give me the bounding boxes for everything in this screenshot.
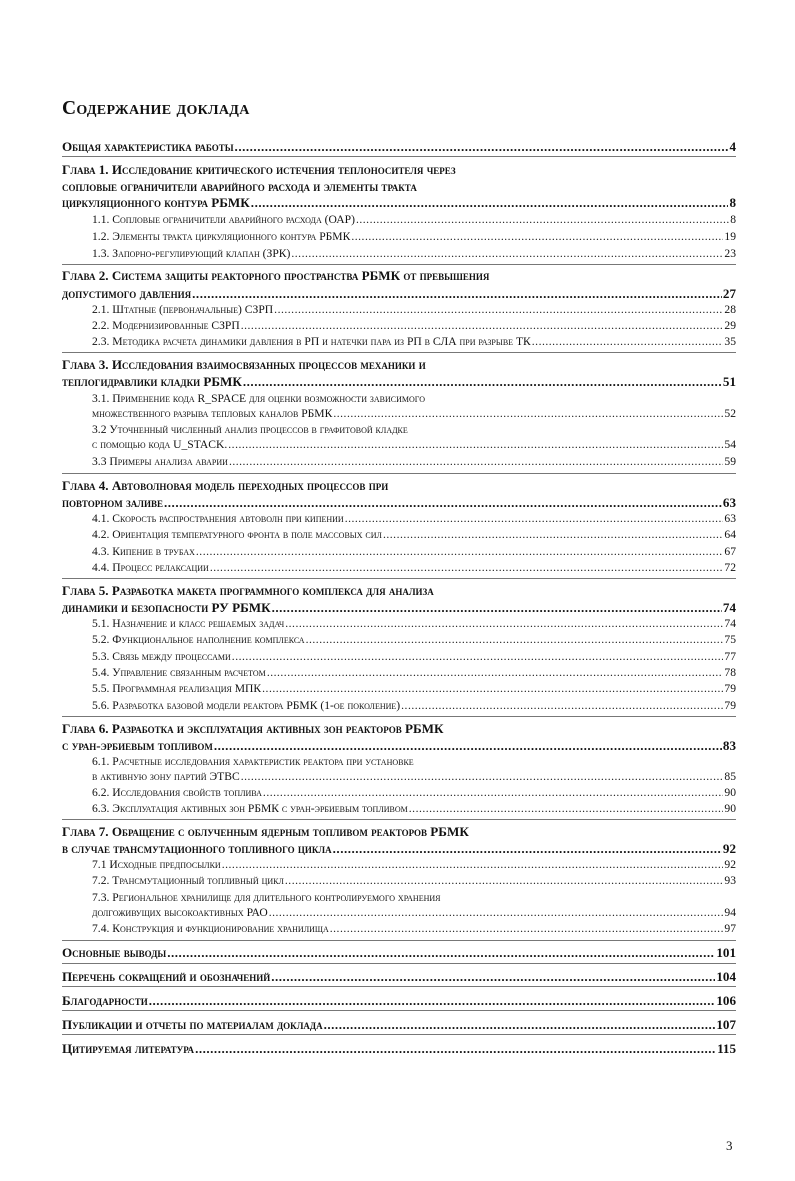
toc-entry-7-4[interactable]: 7.4. Конструкция и функционирование хранилища ..... 97: [92, 922, 736, 935]
toc-entry-chapter-4[interactable]: повторном заливе ..... 63: [62, 495, 736, 511]
toc-entry-2-1[interactable]: 2.1. Штатные (первоначальные) СЗРП ..... 28: [92, 303, 736, 316]
toc-entry-chapter-5[interactable]: динамики и безопасности РУ РБМК ..... 74: [62, 600, 736, 616]
divider: [62, 156, 736, 157]
toc-entry-2-3[interactable]: 2.3. Методика расчета динамики давления в РП и натечки пара из РП в СЛА при разрыве ТК ..... 35: [92, 335, 736, 348]
divider: [62, 473, 736, 474]
toc-entry-1-2[interactable]: 1.2. Элементы тракта циркуляционного контура РБМК ..... 19: [92, 230, 736, 243]
divider: [62, 352, 736, 353]
toc-chapter-7-line-1: Глава 7. Обращение с облученным ядерным топливом реакторов РБМК: [62, 824, 469, 839]
toc-entry-chapter-3[interactable]: теплогидравлики кладки РБМК ..... 51: [62, 374, 736, 390]
divider: [62, 264, 736, 265]
toc-entry-3-3[interactable]: 3.3 Примеры анализа аварии ..... 59: [92, 455, 736, 468]
toc-entry-5-3[interactable]: 5.3. Связь между процессами ..... 77: [92, 650, 736, 663]
toc-entry-6-3[interactable]: 6.3. Эксплуатация активных зон РБМК с уран-эрбиевым топливом ..... 90: [92, 802, 736, 815]
toc-chapter-4-line-1: Глава 4. Автоволновая модель переходных процессов при: [62, 478, 389, 493]
toc-entry-3-2-line-1: 3.2 Уточненный численный анализ процессов в графитовой кладке: [92, 423, 408, 436]
toc-entry-2-2[interactable]: 2.2. Модернизированные СЗРП ..... 29: [92, 319, 736, 332]
toc-chapter-1-line-1: Глава 1. Исследование критического истечения теплоносителя через: [62, 162, 456, 177]
page-number: 3: [726, 1138, 733, 1153]
toc-entry-5-2[interactable]: 5.2. Функциональное наполнение комплекса ..... 75: [92, 633, 736, 646]
toc-entry-5-1[interactable]: 5.1. Назначение и класс решаемых задач ..... 74: [92, 617, 736, 630]
toc-entry-3-1[interactable]: множественного разрыва тепловых каналов РБМК ..... 52: [92, 407, 736, 420]
toc-entry-acknowledgements[interactable]: Благодарности ..... 106: [62, 993, 736, 1009]
divider: [62, 963, 736, 964]
toc-entry-5-6[interactable]: 5.6. Разработка базовой модели реактора РБМК (1-ое поколение) ..... 79: [92, 699, 736, 712]
toc-entry-7-3-line-1: 7.3. Региональное хранилище для длительного контролируемого хранения: [92, 891, 441, 904]
toc-entry-6-1-line-1: 6.1. Расчетные исследования характеристик реактора при установке: [92, 755, 414, 768]
toc-chapter-1-line-2: сопловые ограничители аварийного расхода и элементы тракта: [62, 179, 417, 194]
toc-entry-1-3[interactable]: 1.3. Запорно-регулирующий клапан (ЗРК) ..... 23: [92, 247, 736, 260]
toc-entry-3-2[interactable]: с помощью кода U_STACK. ..... 54: [92, 438, 736, 451]
page-title: Содержание доклада: [62, 98, 250, 119]
toc-entry-conclusions[interactable]: Основные выводы ..... 101: [62, 945, 736, 961]
toc-entry-references[interactable]: Цитируемая литература ..... 115: [62, 1041, 736, 1057]
toc-entry-4-2[interactable]: 4.2. Ориентация температурного фронта в поле массовых сил ..... 64: [92, 528, 736, 541]
toc-chapter-5-line-1: Глава 5. Разработка макета программного комплекса для анализа: [62, 583, 434, 598]
divider: [62, 986, 736, 987]
toc-chapter-2-line-1: Глава 2. Система защиты реакторного пространства РБМК от превышения: [62, 268, 490, 283]
toc-entry-6-1[interactable]: в активную зону партий ЭТВС ..... 85: [92, 770, 736, 783]
toc-entry-6-2[interactable]: 6.2. Исследования свойств топлива ..... 90: [92, 786, 736, 799]
toc-entry-5-5[interactable]: 5.5. Программная реализация МПК ..... 79: [92, 682, 736, 695]
toc-entry-7-2[interactable]: 7.2. Трансмутационный топливный цикл ..... 93: [92, 874, 736, 887]
toc-entry-chapter-6[interactable]: с уран-эрбиевым топливом ..... 83: [62, 738, 736, 754]
divider: [62, 716, 736, 717]
toc-entry-4-1[interactable]: 4.1. Скорость распространения автоволн при кипении ..... 63: [92, 512, 736, 525]
toc-entry-chapter-7[interactable]: в случае трансмутационного топливного цикла ..... 92: [62, 841, 736, 857]
toc-entry-publications[interactable]: Публикации и отчеты по материалам доклада ..... 107: [62, 1017, 736, 1033]
toc-entry-abbreviations[interactable]: Перечень сокращений и обозначений ..... 104: [62, 969, 736, 985]
divider: [62, 819, 736, 820]
toc-entry-7-3[interactable]: долгоживущих высокоактивных РАО ..... 94: [92, 906, 736, 919]
toc-entry-intro[interactable]: Общая характеристика работы ..... 4: [62, 139, 736, 155]
toc-entry-5-4[interactable]: 5.4. Управление связанным расчетом ..... 78: [92, 666, 736, 679]
toc-entry-4-3[interactable]: 4.3. Кипение в трубах ..... 67: [92, 545, 736, 558]
divider: [62, 940, 736, 941]
toc-entry-3-1-line-1: 3.1. Применение кода R_SPACE для оценки возможности зависимого: [92, 392, 425, 405]
divider: [62, 578, 736, 579]
toc-chapter-3-line-1: Глава 3. Исследования взаимосвязанных процессов механики и: [62, 357, 426, 372]
divider: [62, 1010, 736, 1011]
toc-entry-4-4[interactable]: 4.4. Процесс релаксации ..... 72: [92, 561, 736, 574]
toc-entry-chapter-2[interactable]: допустимого давления ..... 27: [62, 286, 736, 302]
toc-entry-1-1[interactable]: 1.1. Сопловые ограничители аварийного расхода (ОАР) ..... 8: [92, 213, 736, 226]
toc-entry-chapter-1[interactable]: циркуляционного контура РБМК ..... 8: [62, 195, 736, 211]
toc-entry-7-1[interactable]: 7.1 Исходные предпосылки ..... 92: [92, 858, 736, 871]
toc-chapter-6-line-1: Глава 6. Разработка и эксплуатация активных зон реакторов РБМК: [62, 721, 444, 736]
divider: [62, 1034, 736, 1035]
